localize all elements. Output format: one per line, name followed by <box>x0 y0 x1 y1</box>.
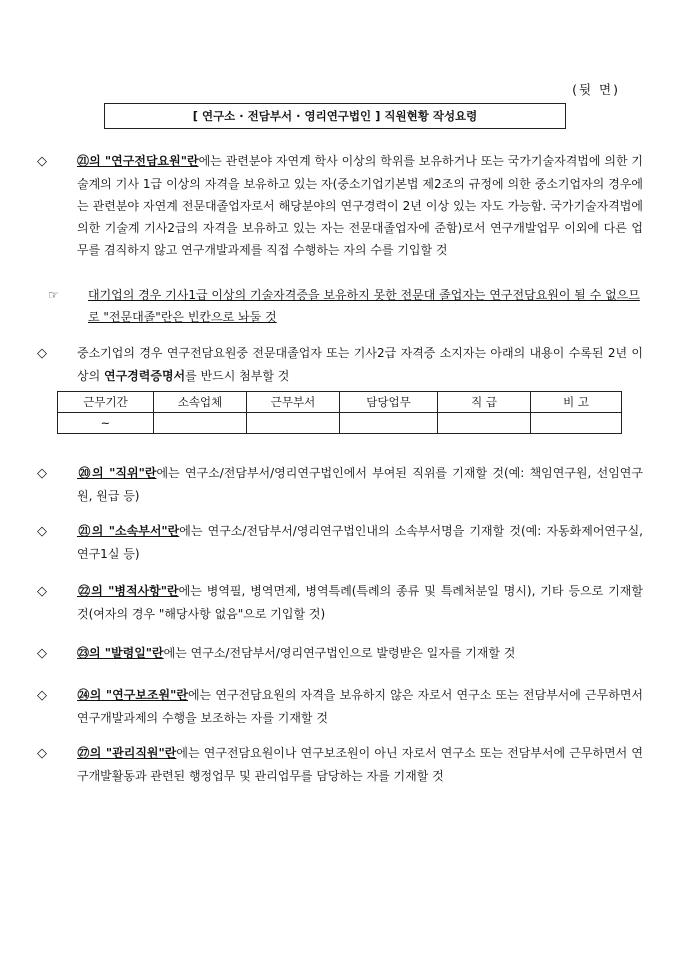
diamond-icon: ◇ <box>37 154 47 169</box>
diamond-icon: ◇ <box>37 646 47 661</box>
instruction-text: 에는 관련분야 자연계 학사 이상의 학위를 보유하거나 또는 국가기술자격법에 의한 기술계의 기사 1급 이상의 자격을 보유하고 있는 자(중소기업기본법 제2조의 규정에 의한 중소기업자의 경우에는 관련분야 자연계 전문대졸업자로서 해당분야의 연구경력이 2년 이상 있는 자도 가능함. 국가기술자격법에 의한 기술계 기사2급의 자격을 보유하고 있는 자는 전문대졸업자에 준함)로서 연구개발업무 이외에 다른 업무를 겸직하지 않고 연구개발과제를 직접 수행하는 자의 수를 기입할 것 <box>77 154 644 257</box>
field-key: ㉔의 "연구보조원"란 <box>77 688 188 702</box>
instruction-military <box>37 580 643 625</box>
instruction-text-end: 를 반드시 첨부할 것 <box>185 369 290 383</box>
table-header-cell: 담당업무 <box>340 392 438 413</box>
table-cell <box>154 413 247 434</box>
table-header-row <box>58 392 622 413</box>
table-row <box>58 413 622 434</box>
table-header-cell: 근무기간 <box>58 392 154 413</box>
document-title: [ 연구소 · 전담부서 · 영리연구법인 ] 직원현황 작성요령 <box>104 103 566 129</box>
diamond-icon: ◇ <box>37 466 47 481</box>
instruction-research-assistant <box>37 684 644 729</box>
instruction-text: 에는 연구전담요원이나 연구보조원이 아닌 자로서 연구소 또는 전담부서에 근무하면서 연구개발활동과 관련된 행정업무 및 관리업무를 담당하는 자를 기재할 것 <box>77 746 643 783</box>
table-cell: ~ <box>58 413 154 434</box>
career-table <box>57 391 622 434</box>
field-key: ㉓의 "발령일"란 <box>77 646 164 660</box>
instruction-research-staff <box>37 150 644 261</box>
instruction-text: 에는 연구소/전담부서/영리연구법인에서 부여된 직위를 기재할 것(예: 책임연구원, 선임연구원, 원급 등) <box>77 466 643 503</box>
table-header-cell: 소속업체 <box>154 392 247 413</box>
instruction-text: 에는 병역필, 병역면제, 병역특례(특례의 종류 및 특례처분일 명시), 기타 등으로 기재할 것(여자의 경우 "해당사항 없음"으로 기입할 것) <box>77 584 643 621</box>
instruction-text: 에는 연구전담요원의 자격을 보유하지 않은 자로서 연구소 또는 전담부서에 근무하면서 연구개발과제의 수행을 보조하는 자를 기재할 것 <box>77 688 644 725</box>
table-header-cell: 비 고 <box>531 392 622 413</box>
table-cell <box>438 413 531 434</box>
table-header-cell: 근무부서 <box>247 392 340 413</box>
field-key: ㉑의 "소속부서"란 <box>77 524 180 538</box>
field-key: ⑳의 "직위"란 <box>77 466 157 480</box>
instruction-appointment-date <box>37 642 643 665</box>
note-large-company <box>48 284 644 328</box>
instruction-position <box>37 462 643 507</box>
instruction-department <box>37 520 643 565</box>
table-cell <box>340 413 438 434</box>
page-side-label: (뒷 면) <box>572 82 620 97</box>
instruction-text: 에는 연구소/전담부서/영리연구법인으로 발령받은 일자를 기재할 것 <box>163 646 516 660</box>
instruction-text: 중소기업의 경우 연구전담요원중 전문대졸업자 또는 기사2급 자격증 소지자는 아래의 내용이 수록된 2년 이상의 <box>77 346 643 383</box>
instruction-admin-staff <box>37 742 643 787</box>
instruction-career-certificate <box>37 342 643 387</box>
field-key: ㉑의 "연구전담요원"란 <box>77 154 199 168</box>
note-text: 대기업의 경우 기사1급 이상의 기술자격증을 보유하지 못한 전문대 졸업자는 연구전담요원이 될 수 없으므로 "전문대졸"란은 빈칸으로 놔둘 것 <box>88 288 640 324</box>
diamond-icon: ◇ <box>37 346 47 361</box>
diamond-icon: ◇ <box>37 584 47 599</box>
instruction-text: 에는 연구소/전담부서/영리연구법인내의 소속부서명을 기재할 것(예: 자동화제어연구실, 연구1실 등) <box>77 524 643 561</box>
table-cell <box>531 413 622 434</box>
pointing-hand-icon: ☞ <box>48 288 59 302</box>
table-header-cell: 직 급 <box>438 392 531 413</box>
table-cell <box>247 413 340 434</box>
diamond-icon: ◇ <box>37 688 47 703</box>
diamond-icon: ◇ <box>37 746 47 761</box>
field-key: ㉒의 "병적사항"란 <box>77 584 179 598</box>
field-key: ㉗의 "관리직원"란 <box>77 746 177 760</box>
certificate-name: 연구경력증명서 <box>104 369 186 383</box>
diamond-icon: ◇ <box>37 524 47 539</box>
